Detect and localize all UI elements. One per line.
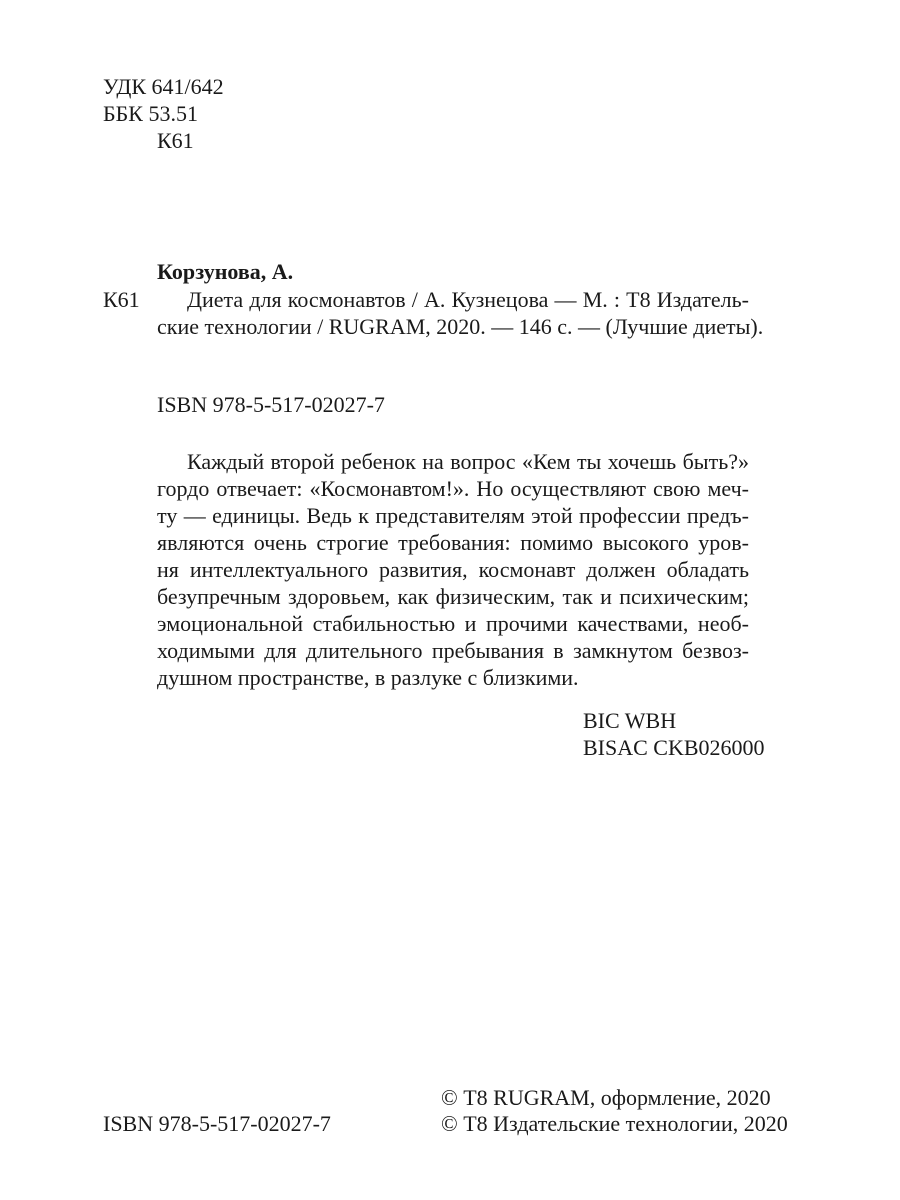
udk-code: УДК 641/642 xyxy=(103,74,224,99)
copyright-line: © Т8 Издательские технологии, 2020 xyxy=(441,1111,788,1136)
footer-isbn: ISBN 978-5-517-02027-7 xyxy=(103,1111,331,1136)
isbn: ISBN 978-5-517-02027-7 xyxy=(157,392,385,417)
annotation-line: ходимыми для длительного пребывания в замкнутом безвоз- xyxy=(157,638,749,663)
record-line: ские технологии / RUGRAM, 2020. — 146 с. — (Лучшие диеты). xyxy=(157,314,764,339)
annotation-line: Каждый второй ребенок на вопрос «Кем ты хочешь быть?» xyxy=(187,449,749,474)
record-author-mark: К61 xyxy=(103,287,140,312)
copyright-line: © Т8 RUGRAM, оформление, 2020 xyxy=(441,1085,771,1110)
record-line: Диета для космонавтов / А. Кузнецова — М. : Т8 Издатель- xyxy=(187,287,749,312)
annotation-line: являются очень строгие требования: помимо высокого уров- xyxy=(157,530,749,555)
author-mark: К61 xyxy=(157,128,194,153)
annotation-line: гордо отвечает: «Космонавтом!». Но осуществляют свою меч- xyxy=(157,476,749,501)
bisac-code: BISAC CKB026000 xyxy=(583,735,765,760)
author-name: Корзунова, А. xyxy=(157,259,294,284)
annotation-line: безупречным здоровьем, как физическим, так и психическим; xyxy=(157,584,749,609)
annotation-line: ня интеллектуального развития, космонавт должен обладать xyxy=(157,557,749,582)
annotation-line: ту — единицы. Ведь к представителям этой профессии предъ- xyxy=(157,503,749,528)
bic-code: BIC WBH xyxy=(583,708,677,733)
bbk-code: ББК 53.51 xyxy=(103,101,198,126)
annotation-line: эмоциональной стабильностью и прочими качествами, необ- xyxy=(157,611,749,636)
annotation-line: душном пространстве, в разлуке с близкими. xyxy=(157,665,579,690)
